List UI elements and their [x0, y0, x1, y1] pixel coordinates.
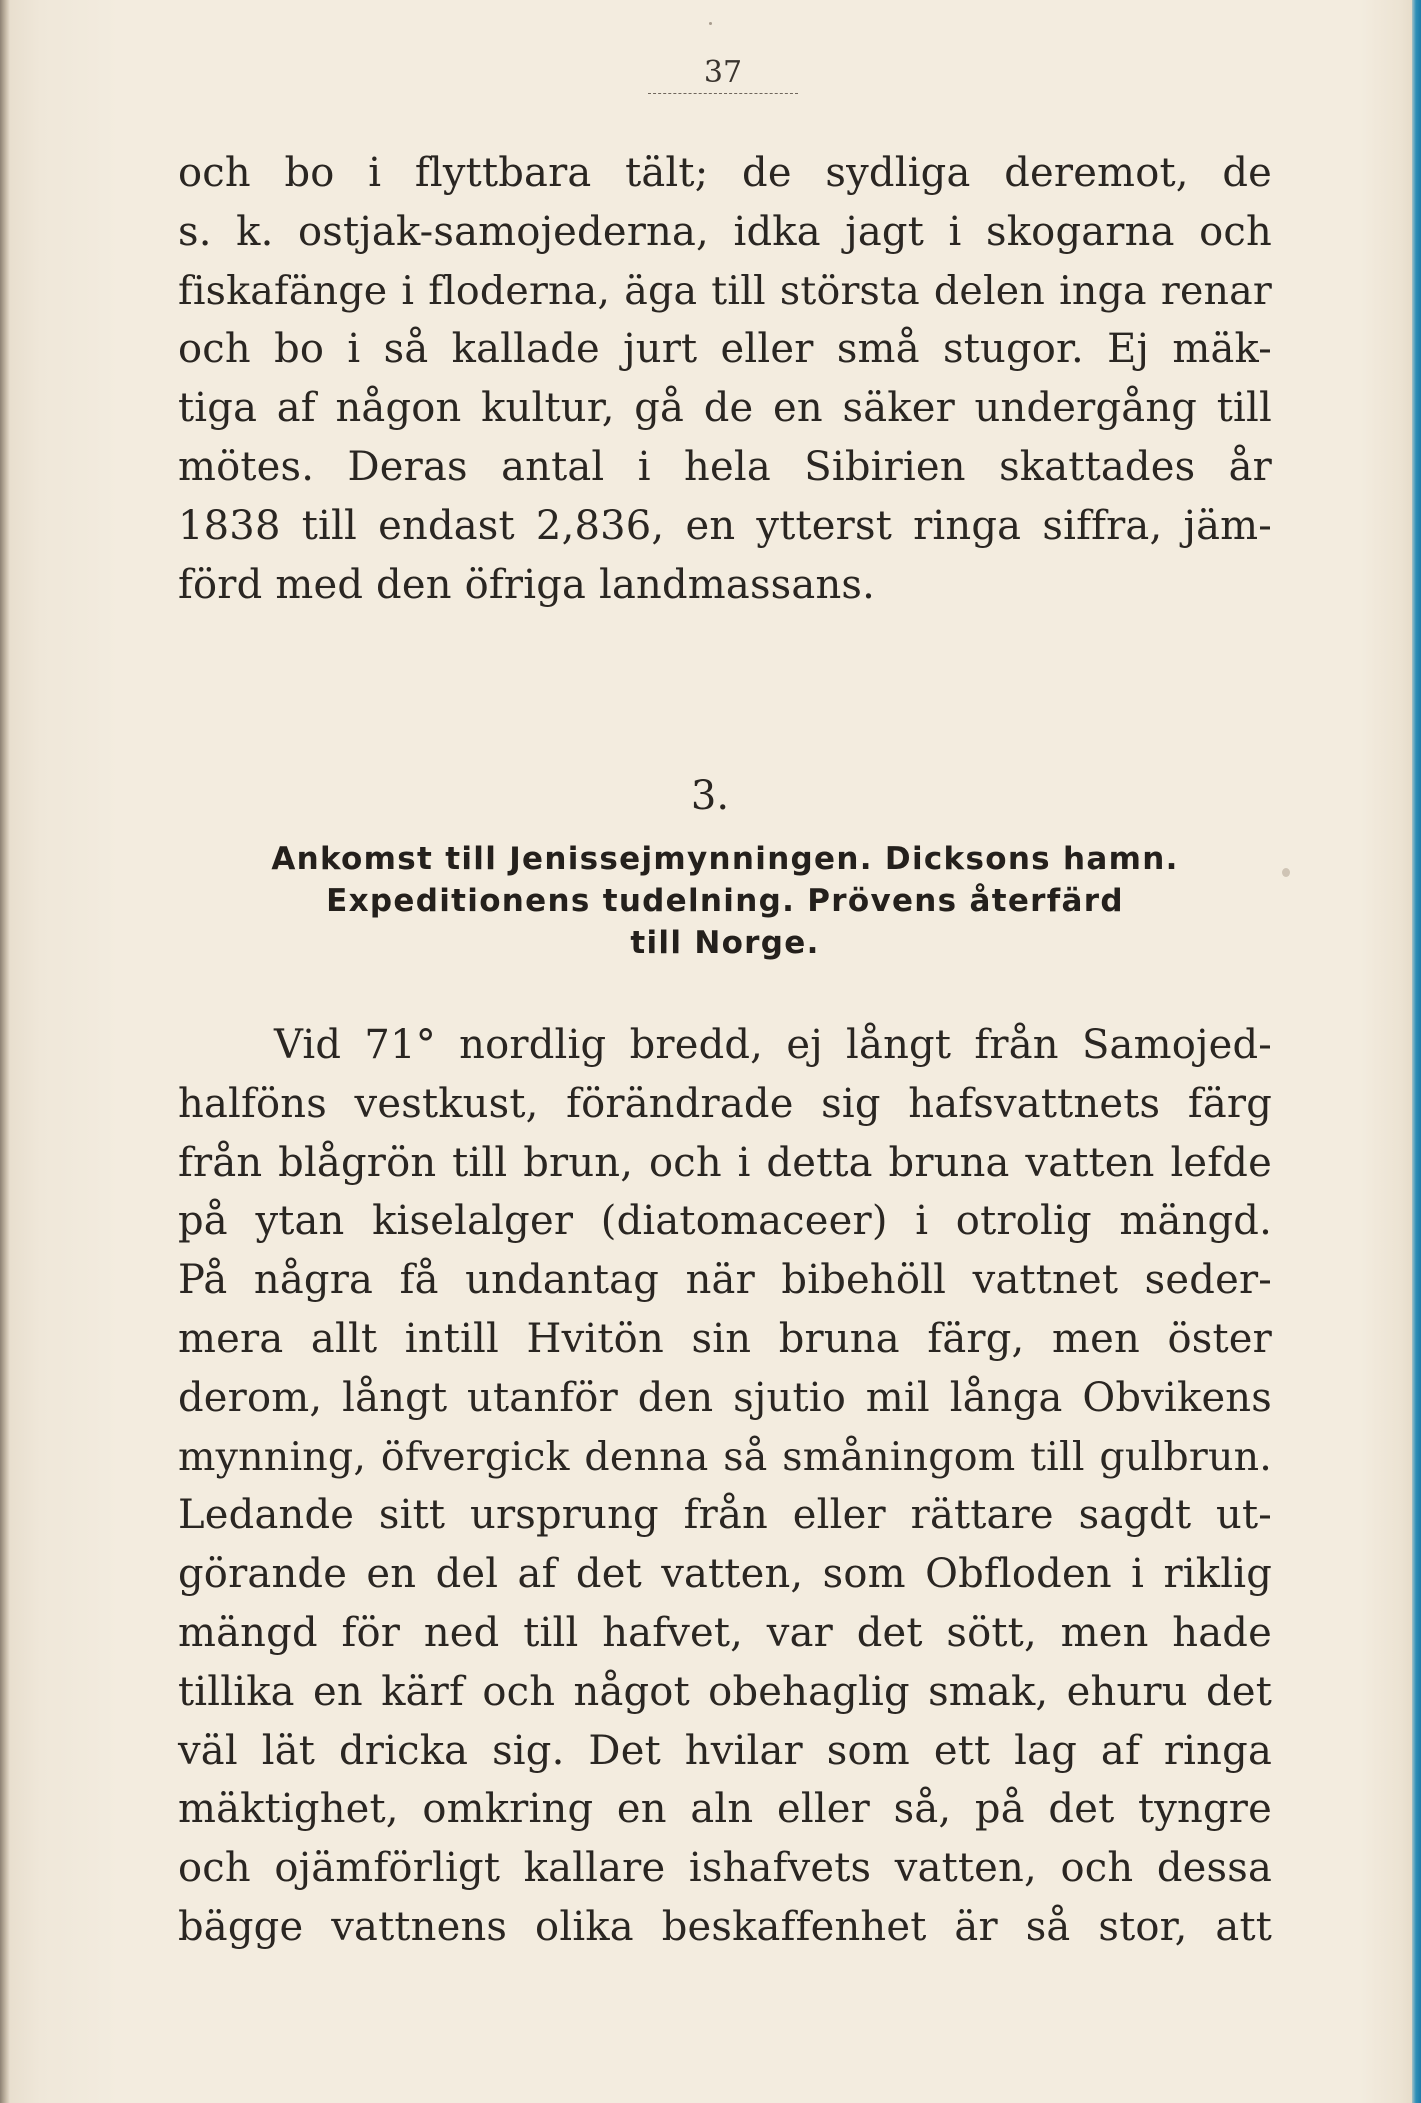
text-line: tiga af någon kultur, gå de en säker undergång till — [178, 385, 1272, 432]
section-number: 3. — [690, 773, 730, 819]
text-line: s. k. ostjak-samojederna, idka jagt i skogarna och — [178, 208, 1272, 255]
text-line: från blågrön till brun, och i detta bruna vatten lefde — [178, 1139, 1272, 1186]
page-right-edge — [1412, 0, 1421, 2103]
page-number: 37 — [703, 55, 743, 90]
text-line: på ytan kiselalger (diatomaceer) i otrolig mängd. — [178, 1198, 1272, 1245]
section-heading — [178, 838, 1272, 964]
text-line: och bo i så kallade jurt eller små stugor. Ej mäk- — [178, 326, 1272, 373]
paragraph-continued — [178, 144, 1272, 614]
heading-line: till Norge. — [630, 925, 820, 961]
text-line: förd med den öfriga landmassans. — [178, 561, 876, 608]
paper-speck — [1282, 868, 1290, 877]
text-line: bägge vattnens olika beskaffenhet är så stor, att — [178, 1903, 1272, 1950]
text-line: fiskafänge i floderna, äga till största delen inga renar — [178, 267, 1272, 314]
text-line: mynning, öfvergick denna så småningom till gulbrun. — [178, 1433, 1272, 1480]
text-line: tillika en kärf och något obehaglig smak, ehuru det — [178, 1668, 1272, 1715]
text-line: Ledande sitt ursprung från eller rättare sagdt ut- — [178, 1492, 1272, 1539]
heading-line: Expeditionens tudelning. Prövens återfärd — [326, 883, 1124, 919]
text-line: mäktighet, omkring en aln eller så, på det tyngre — [178, 1786, 1272, 1833]
text-line: mängd för ned till hafvet, var det sött, men hade — [178, 1609, 1272, 1656]
paragraph-section-body — [178, 1016, 1272, 1957]
text-line: väl lät dricka sig. Det hvilar som ett lag af ringa — [178, 1727, 1272, 1774]
text-line: mötes. Deras antal i hela Sibirien skattades år — [178, 443, 1272, 490]
text-line: och bo i flyttbara tält; de sydliga deremot, de — [178, 150, 1272, 196]
paper-speck — [709, 22, 712, 25]
text-line: derom, långt utanför den sjutio mil långa Obvikens — [178, 1374, 1272, 1421]
text-line: mera allt intill Hvitön sin bruna färg, men öster — [178, 1315, 1272, 1362]
text-line: 1838 till endast 2,836, en ytterst ringa siffra, jäm- — [178, 502, 1272, 549]
text-line: Vid 71° nordlig bredd, ej långt från Samojed- — [274, 1022, 1272, 1068]
heading-line: Ankomst till Jenissejmynningen. Dicksons hamn. — [271, 841, 1179, 877]
text-line: och ojämförligt kallare ishafvets vatten, och dessa — [178, 1845, 1272, 1892]
text-line: halföns vestkust, förändrade sig hafsvattnets färg — [178, 1080, 1272, 1127]
page-number-rule — [648, 93, 798, 94]
page-gutter-shadow — [0, 0, 10, 2103]
text-line: På några få undantag när bibehöll vattnet seder- — [178, 1257, 1272, 1304]
text-line: görande en del af det vatten, som Obfloden i riklig — [178, 1551, 1272, 1598]
